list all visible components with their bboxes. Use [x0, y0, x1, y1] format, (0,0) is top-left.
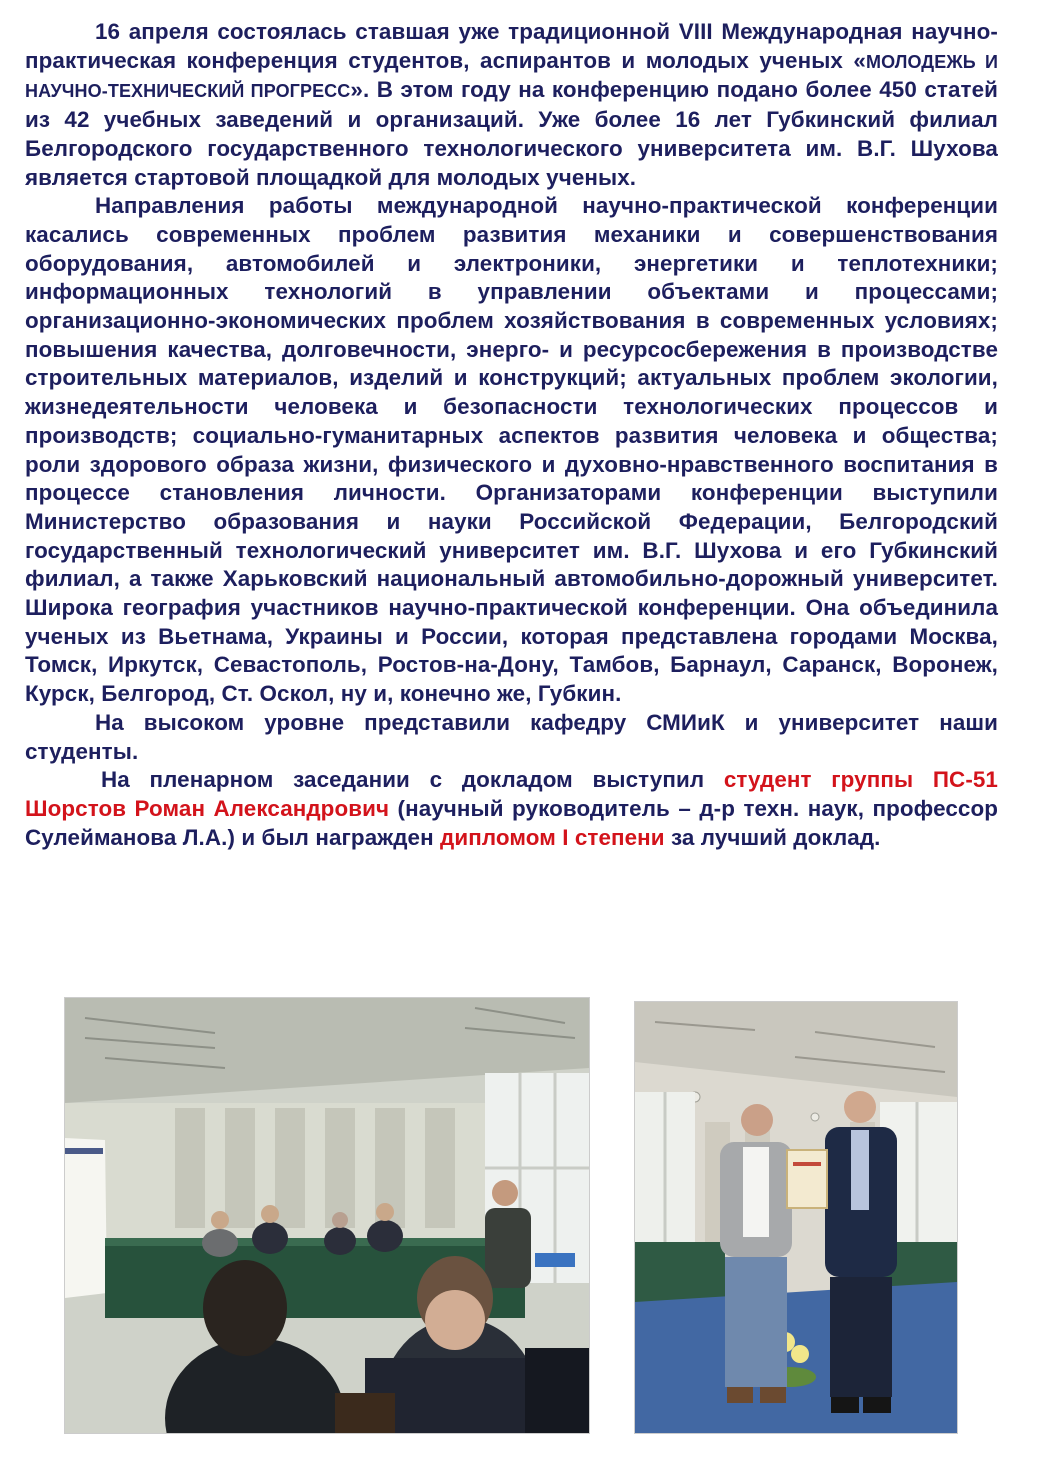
student-name: студент группы ПС-51 Шорстов Роман Александрович [25, 767, 998, 821]
article-text [25, 18, 998, 852]
paragraph-department: На высоком уровне представили кафедру СМИиК и университет наши студенты. [25, 709, 998, 764]
conference-name: МОЛОДЕЖЬ И НАУЧНО-ТЕХНИЧЕСКИЙ ПРОГРЕСС [25, 51, 998, 102]
award-ceremony-photo [634, 1001, 958, 1434]
plenary-text-mid: (научный руководитель – д-р техн. наук, профессор Сулейманова Л.А.) и был награжден [25, 795, 998, 850]
intro-text: 16 апреля состоялась ставшая уже традиционной VIII Международная научно-практическая конференция студентов, аспирантов и молодых ученых « [25, 19, 998, 73]
paragraph-plenary [25, 766, 998, 852]
intro-text-end: ». В этом году на конференцию подано более 450 статей из 42 учебных заведений и организаций. Уже более 16 лет Губкинский филиал Белгородского государственного технологического университета им. В.Г. Шухова является стартовой площадкой для молодых ученых. [25, 77, 999, 190]
plenary-text: На пленарном заседании с докладом выступил [101, 767, 724, 793]
diploma-award: дипломом I степени [440, 824, 665, 850]
conference-hall-photo [64, 997, 590, 1434]
paragraph-directions: Направления работы международной научно-практической конференции касались современных проблем развития механики и совершенствования оборудования, автомобилей и электроники, энергетики и теплотехники; информационных технологий в управлении объектами и процессами; организационно-экономических проблем хозяйствования в современных условиях; повышения качества, долговечности, энерго- и ресурсосбережения в производстве строительных материалов, изделий и конструкций; актуальных проблем экологии, жизнедеятельности человека и безопасности технологических процессов и производств; социально-гуманитарных аспектов развития человека и общества; роли здорового образа жизни, физического и духовно-нравственного воспитания в процессе становления личности. Организаторами конференции выступили Министерство образования и науки Российской Федерации, Белгородский государственный технологический университет им. В.Г. Шухова и его Губкинский филиал, а также Харьковский национальный автомобильно-дорожный университет. Широка география участников научно-практической конференции. Она объединила ученых из Вьетнама, Украины и России, которая представлена городами Москва, Томск, Иркутск, Севастополь, Ростов-на-Дону, Тамбов, Барнаул, Саранск, Воронеж, Курск, Белгород, Ст. Оскол, ну и, конечно же, Губкин. [25, 193, 998, 707]
paragraph-intro [25, 18, 998, 192]
plenary-text-end: за лучший доклад. [664, 824, 881, 850]
